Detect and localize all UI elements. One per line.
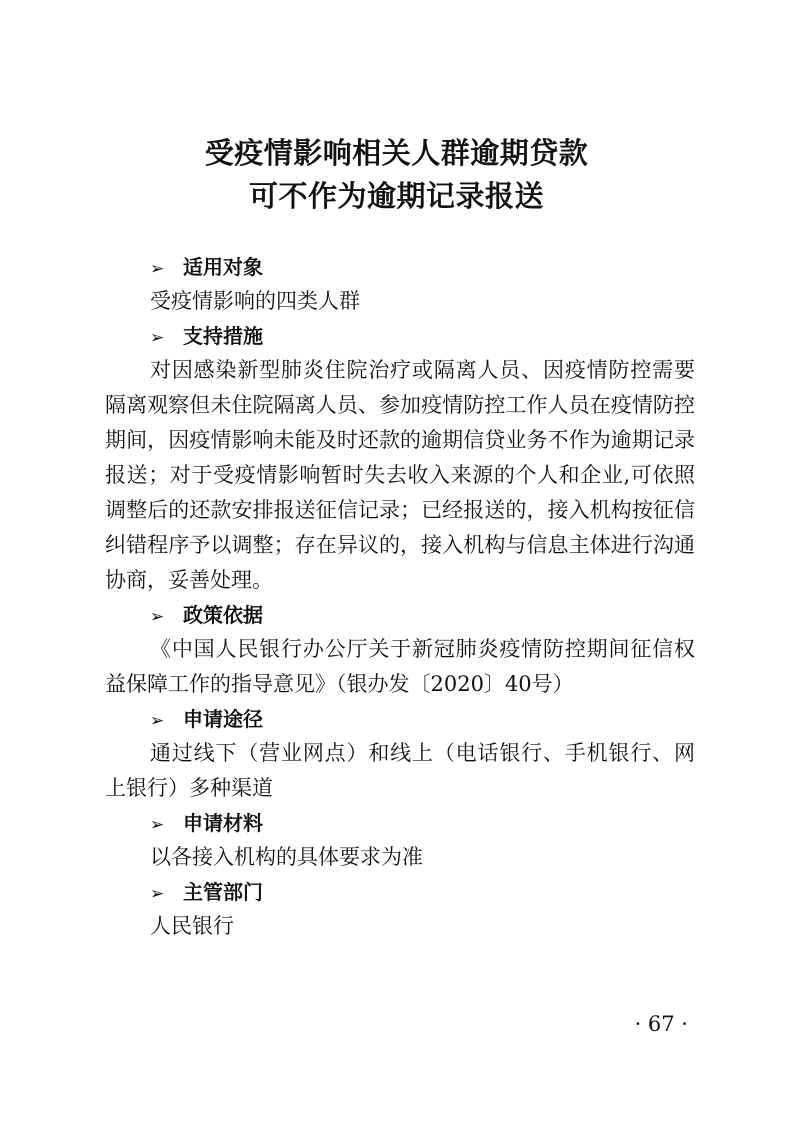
document-body	[105, 250, 695, 944]
section-body-application-materials: 以各接入机构的具体要求为准	[150, 845, 423, 869]
section-body-application-channels: 通过线下（营业网点）和线上（电话银行、手机银行、网上银行）多种渠道	[105, 741, 695, 800]
section-heading-applicable-objects	[105, 250, 695, 284]
arrow-bullet-icon: ➢	[150, 607, 165, 627]
arrow-bullet-icon: ➢	[150, 711, 165, 731]
arrow-bullet-icon: ➢	[150, 815, 165, 835]
section-heading-label: 申请材料	[183, 811, 263, 835]
arrow-bullet-icon: ➢	[150, 884, 165, 904]
page-number: · 67 ·	[634, 1012, 688, 1036]
section-heading-support-measures	[105, 319, 695, 353]
section-heading-label: 适用对象	[183, 255, 263, 279]
arrow-bullet-icon: ➢	[150, 328, 165, 348]
document-title-line-1: 受疫情影响相关人群逾期贷款	[204, 136, 589, 170]
section-body-applicable-objects: 受疫情影响的四类人群	[150, 289, 360, 313]
section-heading-competent-department	[105, 875, 695, 909]
section-heading-application-channels	[105, 702, 695, 736]
document-title-line-2: 可不作为逾期记录报送	[248, 179, 544, 213]
section-heading-label: 政策依据	[183, 603, 263, 627]
section-body-competent-department: 人民银行	[150, 914, 234, 938]
section-body-support-measures: 对因感染新型肺炎住院治疗或隔离人员、因疫情防控需要隔离观察但未住院隔离人员、参加疫情防控工作人员在疫情防控期间，因疫情影响未能及时还款的逾期信贷业务不作为逾期记录报送；对于受疫情影响暂时失去收入来源的个人和企业,可依照调整后的还款安排报送征信记录；已经报送的，接入机构按征信纠错程序予以调整；存在异议的，接入机构与信息主体进行沟通协商，妥善处理。	[105, 358, 695, 592]
section-heading-label: 申请途径	[183, 707, 263, 731]
arrow-bullet-icon: ➢	[150, 259, 165, 279]
section-heading-label: 支持措施	[183, 324, 263, 348]
section-heading-label: 主管部门	[183, 880, 263, 904]
section-heading-application-materials	[105, 806, 695, 840]
section-body-policy-basis: 《中国人民银行办公厅关于新冠肺炎疫情防控期间征信权益保障工作的指导意见》（银办发〔2020〕40号）	[105, 637, 695, 696]
section-heading-policy-basis	[105, 598, 695, 632]
